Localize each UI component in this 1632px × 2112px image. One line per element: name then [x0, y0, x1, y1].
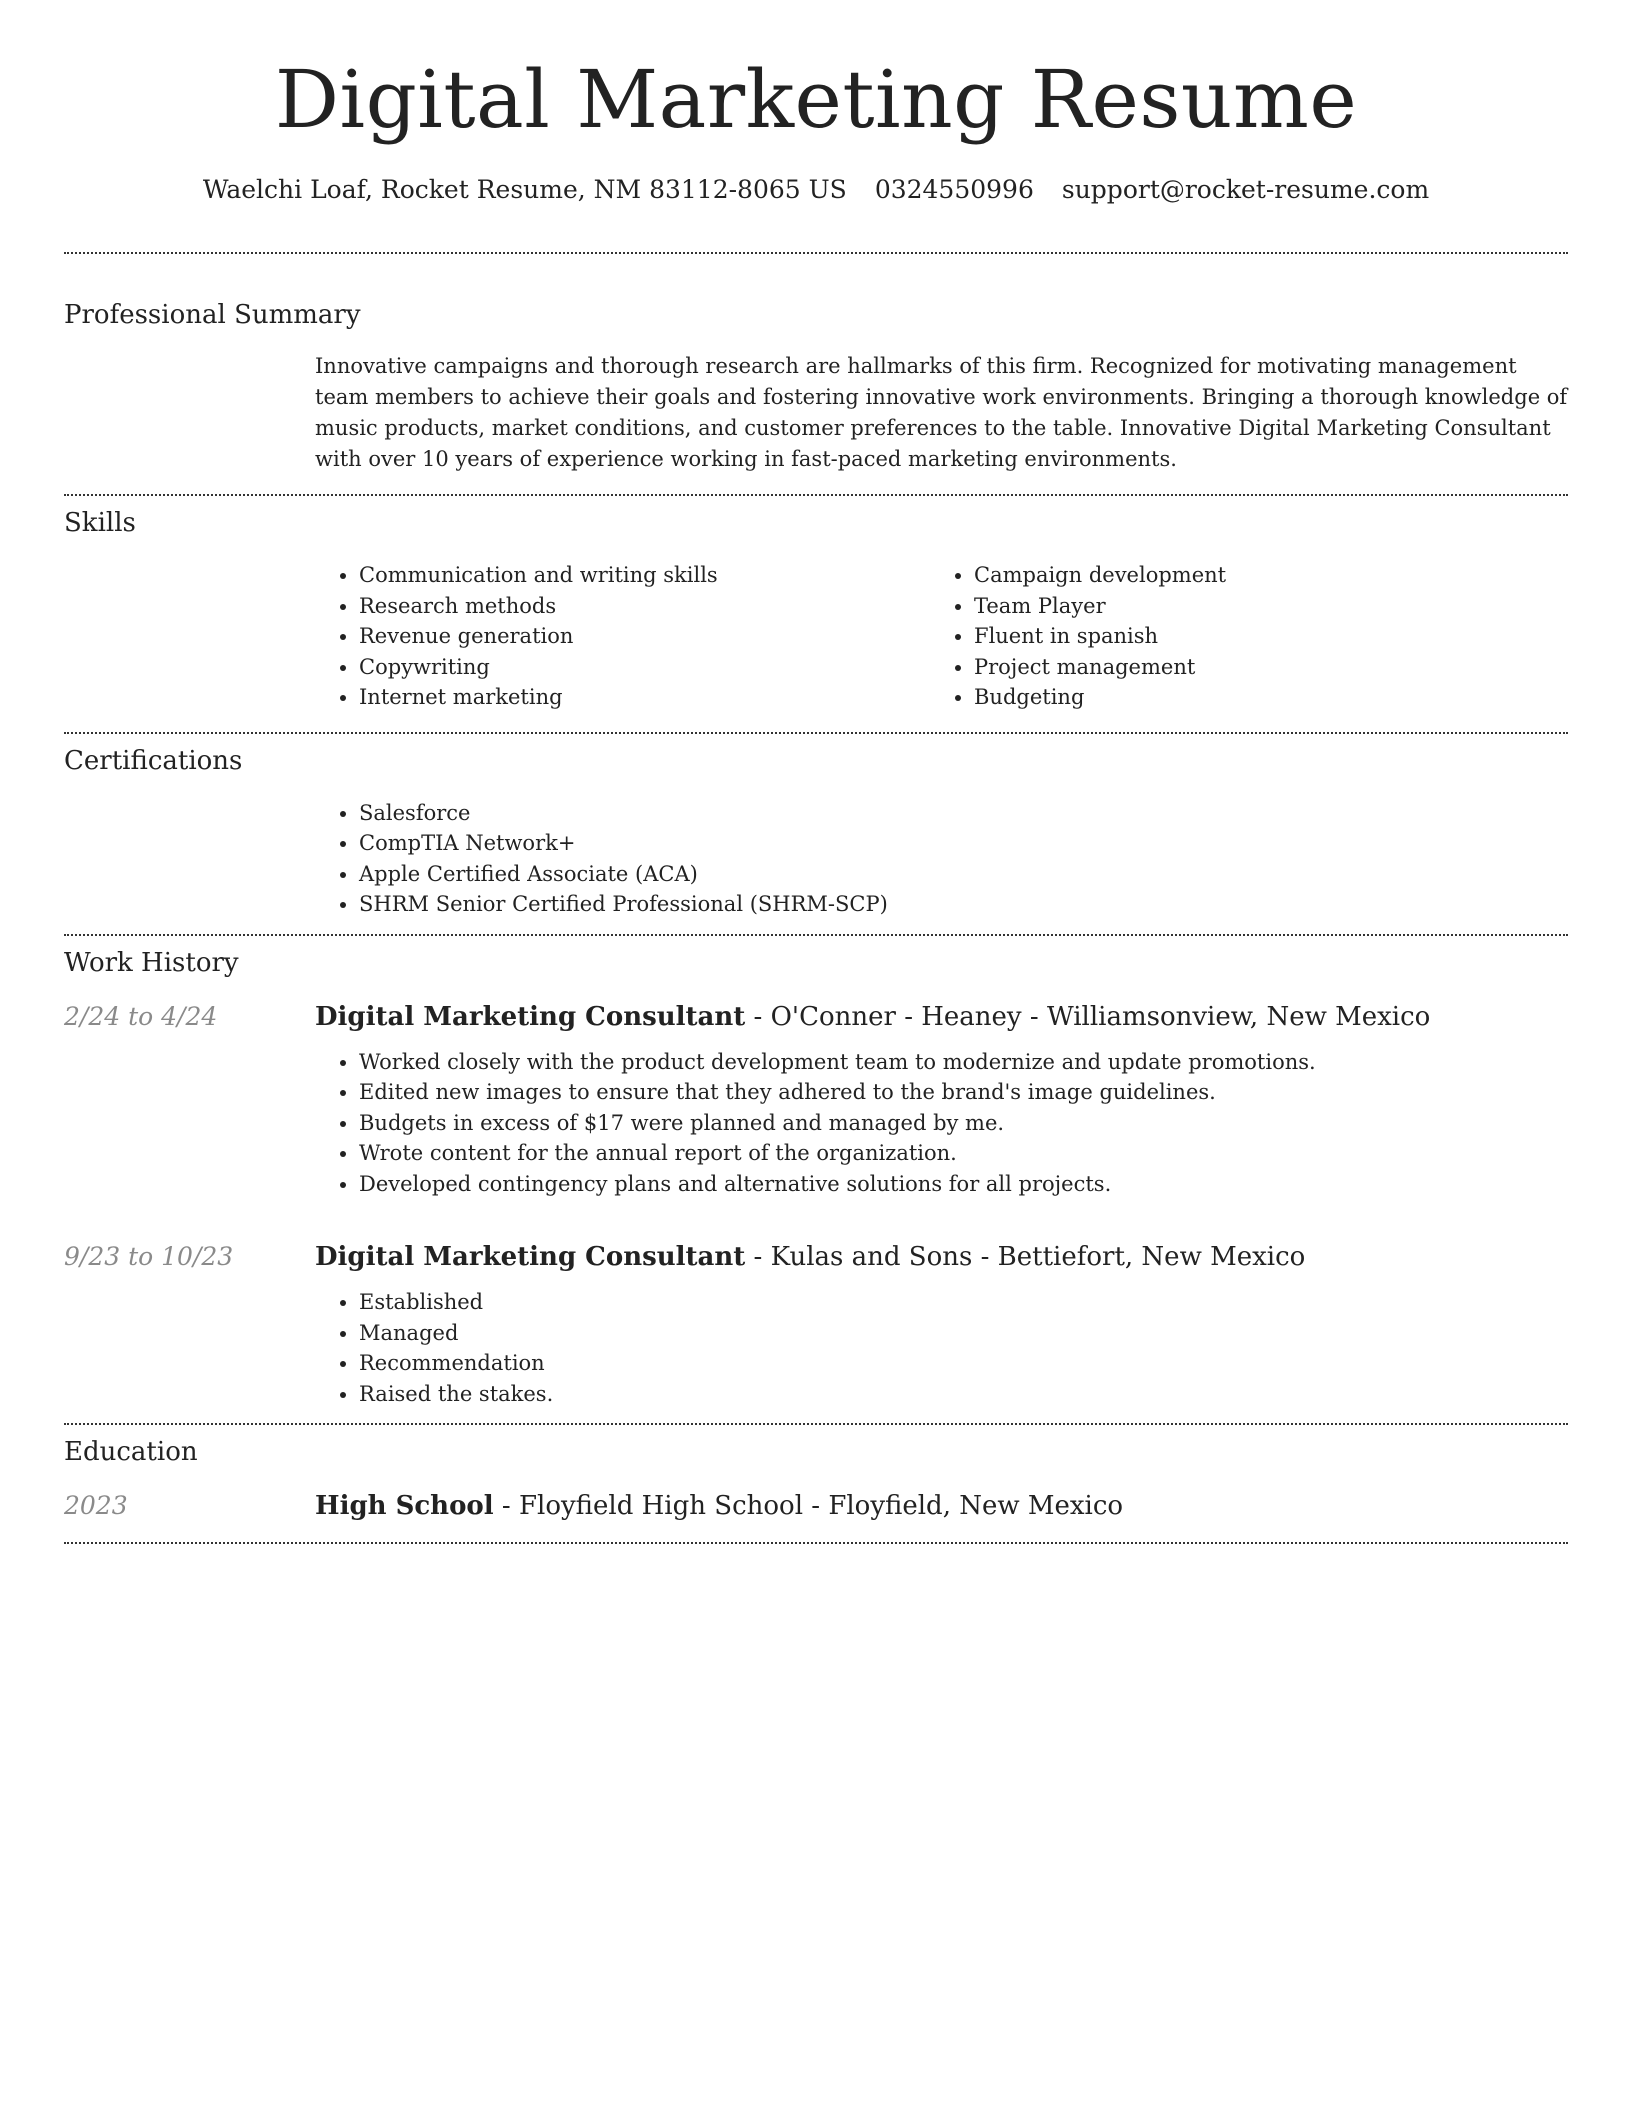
contact-address: Waelchi Loaf, Rocket Resume, NM 83112-8065 US — [202, 175, 847, 204]
skill-item: • Team Player — [974, 591, 1545, 622]
certification-item: • SHRM Senior Certified Professional (SHRM-SCP) — [359, 889, 1568, 920]
work-heading: Work History — [64, 947, 239, 978]
job-dates: 2/24 to 4/24 — [64, 1001, 218, 1031]
skills-heading: Skills — [64, 508, 136, 538]
contact-phone: 0324550996 — [874, 175, 1034, 204]
skill-item: • Internet marketing — [359, 682, 930, 713]
summary-heading: Professional Summary — [64, 300, 361, 330]
job-duty-item: • Managed — [359, 1318, 1568, 1349]
job-header — [64, 999, 1568, 1035]
skill-item: • Project management — [974, 652, 1545, 683]
job-duty-item: • Edited new images to ensure that they adhered to the brand's image guidelines. — [359, 1077, 1568, 1108]
skill-item: • Research methods — [359, 591, 930, 622]
skill-item: • Campaign development — [974, 560, 1545, 591]
skills-section — [64, 496, 1568, 732]
job-dates: 9/23 to 10/23 — [64, 1242, 234, 1271]
job-duty-item: • Developed contingency plans and alternative solutions for all projects. — [359, 1169, 1568, 1200]
resume-page — [64, 0, 1568, 1544]
education-entry — [64, 1488, 1568, 1542]
summary-body — [315, 351, 1568, 494]
contact-line — [64, 174, 1568, 206]
job-entry — [64, 999, 1568, 1200]
job-duty-item: • Budgets in excess of $17 were planned and managed by me. — [359, 1108, 1568, 1139]
summary-text: Innovative campaigns and thorough research are hallmarks of this firm. Recognized for motivating management team members to achieve their goals and fostering innovative work environments. Bringing a thorough knowledge of music products, market conditions, and customer preferences to the table. Innovative Digital Marketing Consultant with over 10 years of experience working in fast-paced marketing environments. — [315, 354, 1568, 471]
education-school: - Floyfield High School - Floyfield, New Mexico — [493, 1491, 1124, 1521]
certification-item: • Salesforce — [359, 798, 1568, 829]
certifications-heading: Certifications — [64, 745, 243, 776]
job-role: Digital Marketing Consultant — [315, 1242, 746, 1272]
education-section — [64, 1425, 1568, 1542]
resume-title: Digital Marketing Resume — [274, 53, 1358, 146]
skill-item: • Fluent in spanish — [974, 621, 1545, 652]
job-duty-item: • Worked closely with the product development team to modernize and update promotions. — [359, 1047, 1568, 1078]
job-role: Digital Marketing Consultant — [315, 1001, 746, 1032]
certifications-section — [64, 734, 1568, 934]
job-entry — [64, 1239, 1568, 1423]
job-duty-item: • Wrote content for the annual report of the organization. — [359, 1138, 1568, 1169]
skill-item: • Communication and writing skills — [359, 560, 930, 591]
education-degree: High School — [315, 1491, 494, 1521]
education-heading: Education — [64, 1437, 198, 1467]
job-title — [315, 1239, 1305, 1275]
skills-list — [315, 560, 1568, 732]
education-year: 2023 — [64, 1491, 128, 1520]
job-duties — [315, 1047, 1568, 1200]
certification-item: • CompTIA Network+ — [359, 828, 1568, 859]
certifications-list — [315, 798, 1568, 934]
job-duty-item: • Recommendation — [359, 1348, 1568, 1379]
job-employer: - O'Conner - Heaney - Williamsonview, New Mexico — [745, 1001, 1431, 1032]
job-duty-item: • Established — [359, 1287, 1568, 1318]
certification-item: • Apple Certified Associate (ACA) — [359, 859, 1568, 890]
work-section — [64, 936, 1568, 1424]
job-duties — [315, 1287, 1568, 1423]
divider — [64, 1542, 1568, 1544]
skill-item: • Budgeting — [974, 682, 1545, 713]
skill-item: • Revenue generation — [359, 621, 930, 652]
job-header — [64, 1239, 1568, 1275]
job-duty-item: • Raised the stakes. — [359, 1379, 1568, 1410]
skills-column-right — [930, 560, 1545, 713]
skill-item: • Copywriting — [359, 652, 930, 683]
education-title — [315, 1488, 1123, 1524]
summary-section — [64, 254, 1568, 494]
job-employer: - Kulas and Sons - Bettiefort, New Mexico — [745, 1242, 1306, 1272]
skills-column-left — [315, 560, 930, 713]
job-title — [315, 999, 1430, 1035]
contact-email: support@rocket-resume.com — [1061, 175, 1430, 204]
